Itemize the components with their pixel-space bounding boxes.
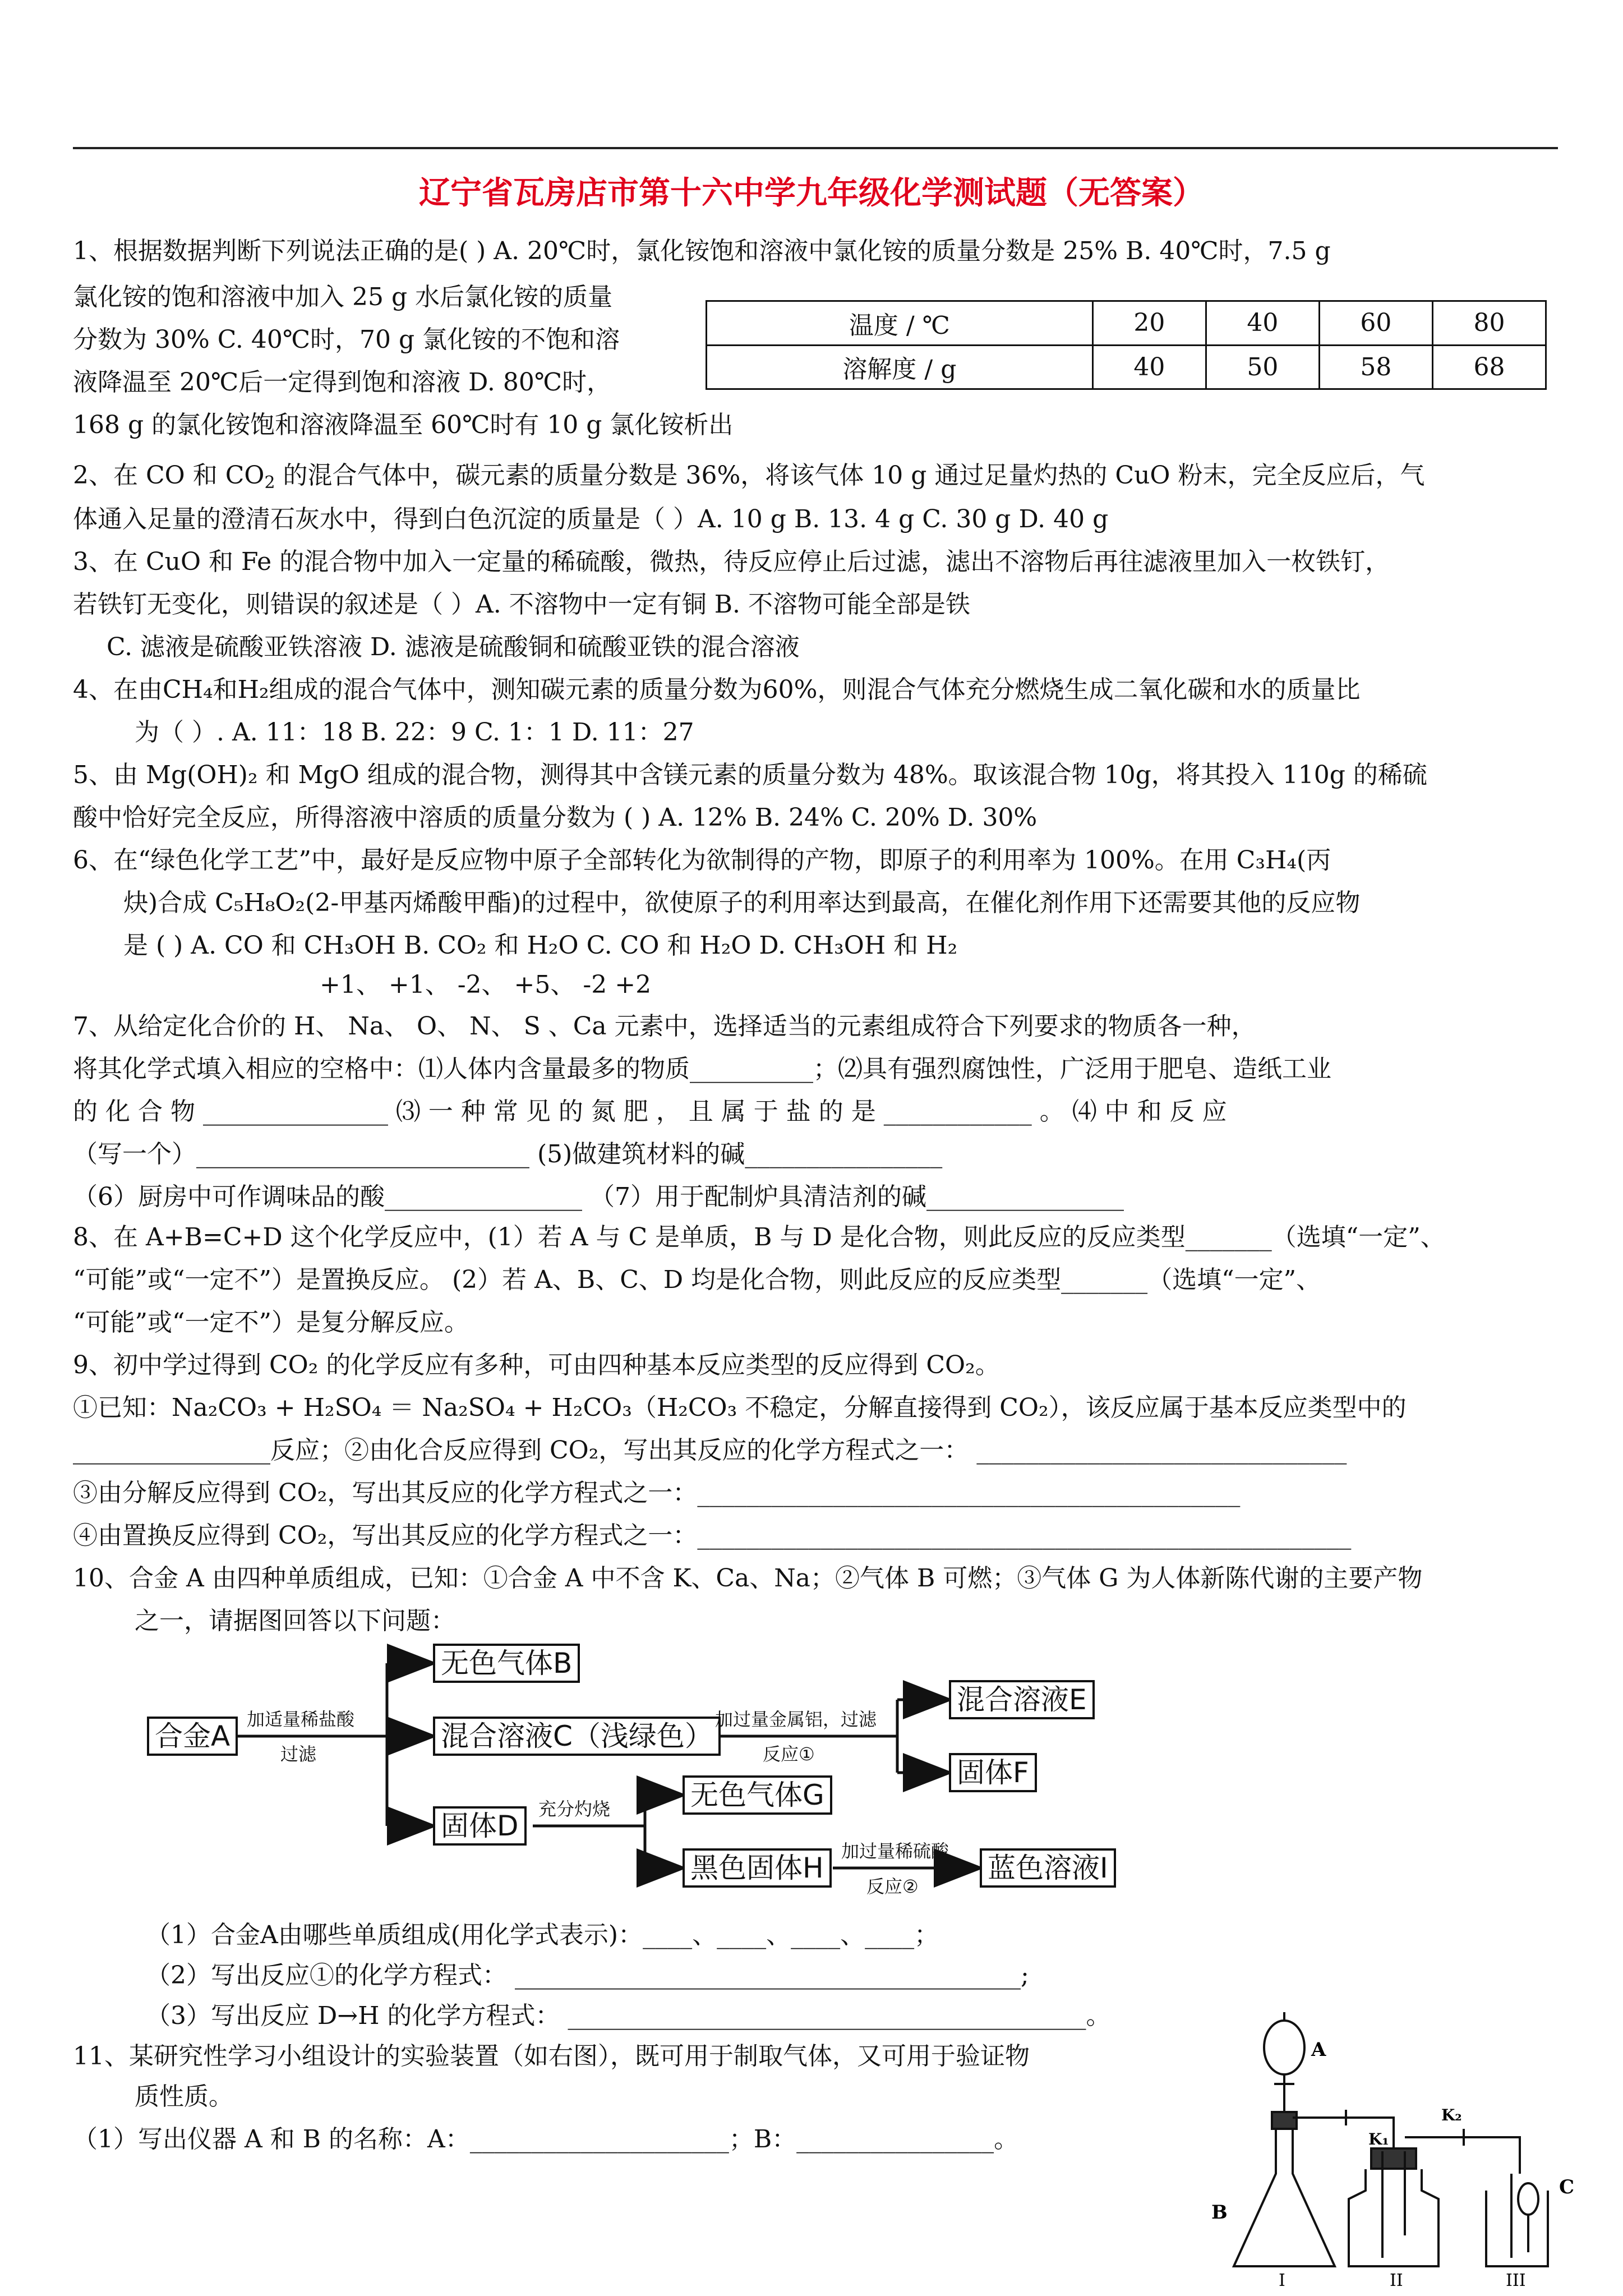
apparatus-label-k1: K₁ [1368, 2130, 1389, 2148]
table-cell: 40 [1206, 301, 1319, 346]
experiment-apparatus-diagram [1206, 2005, 1598, 2286]
q11-line1: 11、某研究性学习小组设计的实验装置（如右图），既可用于制取气体，又可用于验证物 [73, 2042, 1030, 2070]
q9-line3: ________________反应；②由化合反应得到 CO₂，写出其反应的化学方程式之一： ______________________________ [73, 1436, 1347, 1465]
q2-line2: 体通入足量的澄清石灰水中，得到白色沉淀的质量是（ ）A. 10 g B. 13. 4 g C. 30 g D. 40 g [73, 505, 1109, 533]
q7-line5: （6）厨房中可作调味品的酸________________ （7）用于配制炉具清洁剂的碱________________ [73, 1182, 1124, 1211]
q8-line3: “可能”或“一定不”）是复分解反应。 [73, 1308, 469, 1337]
table-cell: 80 [1432, 301, 1546, 346]
flow-step3-label: 充分灼烧 [538, 1798, 611, 1820]
q1-line2: 氯化铵的饱和溶液中加入 25 g 水后氯化铵的质量 [73, 283, 613, 311]
table-cell: 50 [1206, 345, 1319, 389]
q3-line3: C. 滤液是硫酸亚铁溶液 D. 滤液是硫酸铜和硫酸亚铁的混合溶液 [107, 633, 800, 661]
flow-solid-f: 固体F [949, 1753, 1037, 1792]
page-title: 辽宁省瓦房店市第十六中学九年级化学测试题（无答案） [419, 175, 1204, 211]
apparatus-label-a: A [1311, 2039, 1326, 2061]
q6-line1: 6、在“绿色化学工艺”中，最好是反应物中原子全部转化为欲制得的产物，即原子的利用率为 100%。在用 C₃H₄(丙 [73, 846, 1331, 875]
q11-line3: （1）写出仪器 A 和 B 的名称：A：_____________________；B：________________。 [73, 2125, 1019, 2154]
q10-answer-1: （1）合金A由哪些单质组成(用化学式表示)：____、____、____、____； [146, 1921, 939, 1949]
apparatus-label-c: C [1559, 2176, 1575, 2198]
apparatus-label-k2: K₂ [1441, 2106, 1462, 2124]
q7-line1: 7、从给定化合价的 H、 Na、 O、 N、 S 、Ca 元素中，选择适当的元素组成符合下列要求的物质各一种， [73, 1012, 1256, 1041]
q1-line3: 分数为 30% C. 40℃时，70 g 氯化铵的不饱和溶 [73, 325, 620, 354]
q7-valences: +1、 +1、 -2、 +5、 -2 +2 [320, 970, 652, 999]
q3-line1: 3、在 CuO 和 Fe 的混合物中加入一定量的稀硫酸，微热，待反应停止后过滤，滤出不溶物后再往滤液里加入一枚铁钉， [73, 547, 1390, 576]
q9-line4: ③由分解反应得到 CO₂，写出其反应的化学方程式之一：____________________________________________ [73, 1479, 1241, 1507]
q7-line4: （写一个）___________________________ (5)做建筑材料的碱________________ [73, 1140, 943, 1168]
q2-line1-a: 2、在 CO 和 CO [73, 461, 265, 490]
q5-line1: 5、由 Mg(OH)₂ 和 MgO 组成的混合物，测得其中含镁元素的质量分数为 48%。取该混合物 10g，将其投入 110g 的稀硫 [73, 761, 1427, 789]
q7-line3: 的 化 合 物 _______________ ⑶ 一 种 常 见 的 氮 肥 ， 且 属 于 盐 的 是 ____________ 。 ⑷ 中 和 反 应 [73, 1097, 1227, 1126]
table-cell: 40 [1092, 345, 1206, 389]
flow-step1-sublabel: 过滤 [280, 1743, 317, 1765]
q8-line2: “可能”或“一定不”）是置换反应。 (2）若 A、B、C、D 均是化合物，则此反应的反应类型_______（选填“一定”、 [73, 1266, 1321, 1294]
q8-line1: 8、在 A+B=C+D 这个化学反应中，(1）若 A 与 C 是单质，B 与 D 是化合物，则此反应的反应类型_______（选填“一定”、 [73, 1223, 1445, 1251]
q9-line5: ④由置换反应得到 CO₂，写出其反应的化学方程式之一：_____________________________________________________ [73, 1521, 1352, 1550]
apparatus-label-i: I [1279, 2271, 1285, 2286]
q10-answer-3: （3）写出反应 D→H 的化学方程式： __________________________________________。 [146, 2001, 1111, 2030]
q6-line3: 是 ( ) A. CO 和 CH₃OH B. CO₂ 和 H₂O C. CO 和 H₂O D. CH₃OH 和 H₂ [123, 931, 958, 960]
q11-line2: 质性质。 [135, 2082, 233, 2111]
q5-line2: 酸中恰好完全反应，所得溶液中溶质的质量分数为 ( ) A. 12% B. 24% C. 20% D. 30% [73, 803, 1038, 832]
q3-line2: 若铁钉无变化，则错误的叙述是（ ）A. 不溶物中一定有铜 B. 不溶物可能全部是铁 [73, 590, 971, 619]
flow-alloy-a: 合金A [147, 1717, 238, 1756]
flow-step1-label: 加适量稀盐酸 [247, 1709, 355, 1730]
q4-line1: 4、在由CH₄和H₂组成的混合气体中，测知碳元素的质量分数为60%，则混合气体充分燃烧生成二氧化碳和水的质量比 [73, 675, 1361, 704]
flow-gas-g: 无色气体G [683, 1775, 832, 1815]
q9-line1: 9、初中学过得到 CO₂ 的化学反应有多种，可由四种基本反应类型的反应得到 CO₂。 [73, 1351, 1000, 1379]
flow-solid-d: 固体D [433, 1806, 527, 1846]
flow-step2-sublabel: 反应① [763, 1743, 815, 1765]
apparatus-label-ii: II [1390, 2271, 1403, 2286]
flow-step2-label: 加过量金属铝，过滤 [715, 1709, 877, 1730]
flow-solution-c: 混合溶液C（浅绿色） [433, 1717, 721, 1756]
table-cell: 60 [1319, 301, 1432, 346]
flow-step4-label: 加过量稀硫酸 [841, 1841, 949, 1862]
q10-line1: 10、合金 A 由四种单质组成，已知：①合金 A 中不含 K、Ca、Na；②气体 B 可燃；③气体 G 为人体新陈代谢的主要产物 [73, 1564, 1423, 1593]
q10-answer-2: （2）写出反应①的化学方程式： _________________________________________; [146, 1961, 1029, 1990]
table-cell: 58 [1319, 345, 1432, 389]
flow-step4-sublabel: 反应② [866, 1876, 919, 1897]
table-cell: 68 [1432, 345, 1546, 389]
q4-line2: 为（ ）. A. 11：18 B. 22：9 C. 1：1 D. 11：27 [135, 718, 694, 747]
q7-line2: 将其化学式填入相应的空格中：⑴人体内含量最多的物质__________；⑵具有强烈腐蚀性，广泛用于肥皂、造纸工业 [73, 1055, 1331, 1083]
table-header-solubility: 溶解度 / g [707, 345, 1093, 389]
flow-solution-i: 蓝色溶液I [980, 1848, 1116, 1888]
q1-line5: 168 g 的氯化铵饱和溶液降温至 60℃时有 10 g 氯化铵析出 [73, 411, 734, 439]
q2-line1-c: 的混合气体中，碳元素的质量分数是 36%，将该气体 10 g 通过足量灼热的 CuO 粉末，完全反应后，气 [275, 461, 1425, 490]
flow-solution-e: 混合溶液E [949, 1680, 1095, 1719]
q1-line1: 1、根据数据判断下列说法正确的是( ) A. 20℃时，氯化铵饱和溶液中氯化铵的质量分数是 25% B. 40℃时，7.5 g [73, 237, 1331, 265]
apparatus-label-b: B [1211, 2201, 1228, 2224]
q1-line4: 液降温至 20℃后一定得到饱和溶液 D. 80℃时， [73, 368, 612, 397]
apparatus-label-iii: III [1506, 2271, 1526, 2286]
table-header-temperature: 温度 / ℃ [707, 301, 1093, 346]
q2-subscript: 2 [264, 473, 275, 493]
flow-black-solid-h: 黑色固体H [683, 1848, 832, 1888]
flow-gas-b: 无色气体B [433, 1644, 580, 1683]
q10-line2: 之一，请据图回答以下问题： [135, 1607, 455, 1635]
table-cell: 20 [1092, 301, 1206, 346]
q9-line2: ①已知：Na₂CO₃ + H₂SO₄ ＝ Na₂SO₄ + H₂CO₃（H₂CO₃ 不稳定，分解直接得到 CO₂），该反应属于基本反应类型中的 [73, 1393, 1407, 1422]
q6-line2: 炔)合成 C₅H₈O₂(2-甲基丙烯酸甲酯)的过程中，欲使原子的利用率达到最高，在催化剂作用下还需要其他的反应物 [123, 889, 1361, 917]
